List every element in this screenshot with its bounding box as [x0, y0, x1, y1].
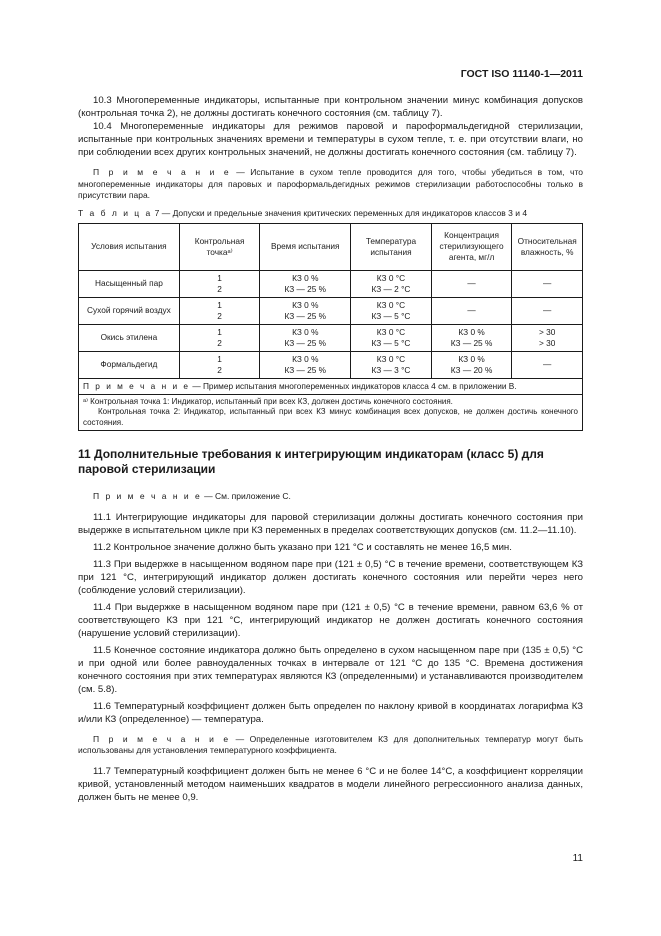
- page-content: [78, 94, 583, 804]
- table-caption: [78, 208, 583, 218]
- table-note-row: [79, 378, 583, 394]
- note-text: — Испытание в сухом тепле проводится для того, чтобы убедиться в том, что многопеременные индикаторы для паровых и пароформальдегидных режимов стерилизации работоспособны только в присутствии пара.: [78, 167, 583, 200]
- table-note: [79, 378, 583, 394]
- cell-concentration: КЗ 0 % КЗ — 20 %: [431, 351, 512, 378]
- paragraph-11-1: 11.1 Интегрирующие индикаторы для паровой стерилизации должны достигать конечного состояния при выдержке в испытательном цикле при КЗ переменных в пределах соответствующих допусков (см. 11.2—11.10).: [78, 511, 583, 536]
- table-row: [79, 270, 583, 297]
- footnote-1: ᵃ⁾ Контрольная точка 1: Индикатор, испытанный при всех КЗ, должен достичь конечного состояния.: [83, 396, 453, 406]
- cell-control-point: 1 2: [179, 297, 260, 324]
- table-note-label: П р и м е ч а н и е: [83, 380, 191, 391]
- table-row: [79, 324, 583, 351]
- cell-time: КЗ 0 % КЗ — 25 %: [260, 297, 351, 324]
- cell-concentration: —: [431, 270, 512, 297]
- note-label: П р и м е ч а н и е: [93, 491, 202, 501]
- table-footnotes: [79, 394, 583, 431]
- cell-humidity: —: [512, 351, 583, 378]
- cell-conditions: Насыщенный пар: [79, 270, 180, 297]
- cell-conditions: Сухой горячий воздух: [79, 297, 180, 324]
- cell-humidity: —: [512, 270, 583, 297]
- cell-humidity: —: [512, 297, 583, 324]
- note-label: П р и м е ч а н и е: [93, 167, 231, 177]
- paragraph-11-5: 11.5 Конечное состояние индикатора должно быть определено в сухом насыщенном паре при (135 ± 0,5) °С и при одной или более равноудаленных точках в интервале от 121 °С до 135 °С. Времена достижения конечного состояния при этих температурах являются КЗ (определенными) и устанавливаются производителем (см. 5.8).: [78, 644, 583, 695]
- footnote-2: Контрольная точка 2: Индикатор, испытанный при всех КЗ минус комбинация всех допусков, не должен достичь конечного состояния.: [83, 407, 578, 427]
- table-footnote-row: [79, 394, 583, 431]
- table-title: 7 — Допуски и предельные значения критических переменных для индикаторов классов 3 и 4: [152, 207, 528, 218]
- cell-control-point: 1 2: [179, 324, 260, 351]
- cell-temperature: КЗ 0 °С КЗ — 5 °С: [351, 297, 432, 324]
- paragraph-11-3: 11.3 При выдержке в насыщенном водяном паре при (121 ± 0,5) °С в течение времени, соответствующем КЗ при 121 °С, интегрирующий индикатор должен достигать конечного состояния или перейти через него (соблюдение условий стерилизации).: [78, 558, 583, 596]
- note-text: — Определенные изготовителем КЗ для дополнительных температур могут быть использованы для установления температурного коэффициента.: [78, 733, 583, 755]
- cell-concentration: КЗ 0 % КЗ — 25 %: [431, 324, 512, 351]
- col-header-concentration: Концентрация стерилизующего агента, мг/л: [431, 223, 512, 270]
- cell-control-point: 1 2: [179, 351, 260, 378]
- paragraph-11-7: 11.7 Температурный коэффициент должен быть не менее 6 °С и не более 14°С, а коэффициент корреляции кривой, установленный методом наименьших квадратов в модели линейного регрессионного анализа данных, должен быть не менее 0,9.: [78, 765, 583, 803]
- col-header-control-point: Контрольная точкаᵃ⁾: [179, 223, 260, 270]
- table-header-row: [79, 223, 583, 270]
- cell-temperature: КЗ 0 °С КЗ — 2 °С: [351, 270, 432, 297]
- col-header-conditions: Условия испытания: [79, 223, 180, 270]
- note-text: — См. приложение С.: [201, 491, 291, 501]
- paragraph-10-4: 10.4 Многопеременные индикаторы для режимов паровой и пароформальдегидной стерилизации, испытанные при контрольных значениях времени и температуры в сухом тепле, т. е. при отсутствии влаги, но при соблюдении всех других контрольных значений, не должны достигать конечного состояния (см. таблицу 7).: [78, 121, 583, 158]
- cell-time: КЗ 0 % КЗ — 25 %: [260, 351, 351, 378]
- cell-time: КЗ 0 % КЗ — 25 %: [260, 270, 351, 297]
- cell-control-point: 1 2: [179, 270, 260, 297]
- cell-concentration: —: [431, 297, 512, 324]
- page-number: 11: [572, 853, 583, 864]
- cell-conditions: Окись этилена: [79, 324, 180, 351]
- paragraph-11-6: 11.6 Температурный коэффициент должен быть определен по наклону кривой в координатах логарифма КЗ и/или КЗ (определенное) — температура.: [78, 700, 583, 725]
- cell-conditions: Формальдегид: [79, 351, 180, 378]
- cell-temperature: КЗ 0 °С КЗ — 5 °С: [351, 324, 432, 351]
- col-header-time: Время испытания: [260, 223, 351, 270]
- cell-time: КЗ 0 % КЗ — 25 %: [260, 324, 351, 351]
- note-dry-heat: [78, 167, 583, 202]
- note-label: П р и м е ч а н и е: [93, 733, 231, 744]
- paragraph-11-4: 11.4 При выдержке в насыщенном водяном паре при (121 ± 0,5) °С в течение времени, равном 63,6 % от соответствующего КЗ при 121 °С, интегрирующий индикатор не должен достигать конечного состояния (нарушение условий стерилизации).: [78, 601, 583, 639]
- section-11-title: 11 Дополнительные требования к интегрирующим индикаторам (класс 5) для паровой стерилизации: [78, 447, 544, 476]
- paragraph-11-2: 11.2 Контрольное значение должно быть указано при 121 °С и составлять не менее 16,5 мин.: [93, 541, 512, 553]
- table-row: [79, 297, 583, 324]
- col-header-temperature: Температура испытания: [351, 223, 432, 270]
- tolerances-table: [78, 223, 583, 432]
- table-label: Т а б л и ц а: [78, 207, 153, 218]
- cell-humidity: > 30 > 30: [512, 324, 583, 351]
- note-see-annex: [78, 491, 583, 503]
- cell-temperature: КЗ 0 °С КЗ — 3 °С: [351, 351, 432, 378]
- table-note-text: — Пример испытания многопеременных индикаторов класса 4 см. в приложении В.: [190, 380, 517, 391]
- table-row: [79, 351, 583, 378]
- paragraph-10-3: 10.3 Многопеременные индикаторы, испытанные при контрольном значении минус комбинация допусков (контрольная точка 2), не должны достигать конечного состояния (см. таблицу 7).: [78, 95, 583, 119]
- note-temperature-coefficient: [78, 734, 583, 757]
- col-header-humidity: Относительная влажность, %: [512, 223, 583, 270]
- document-header: ГОСТ ISO 11140-1—2011: [460, 68, 583, 80]
